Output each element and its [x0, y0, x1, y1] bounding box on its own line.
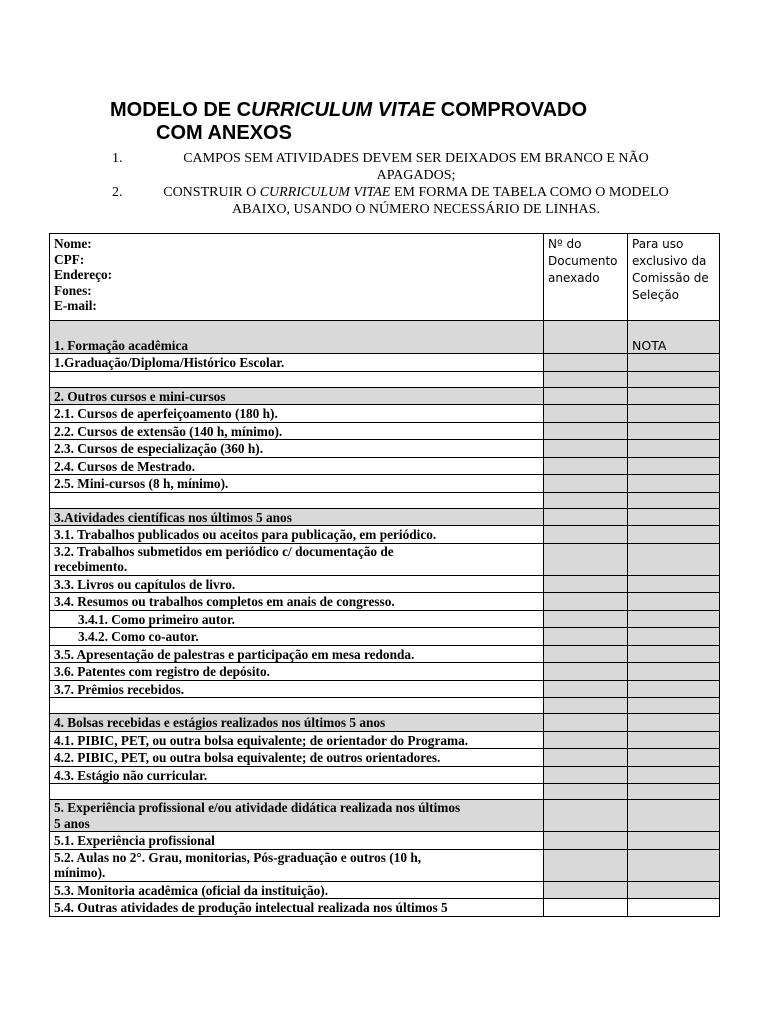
document-title	[110, 99, 670, 145]
table-row	[50, 526, 720, 544]
table-row	[50, 881, 720, 899]
row-label: 2.5. Mini-cursos (8 h, mínimo).	[50, 475, 544, 493]
table-row	[50, 663, 720, 681]
doc-cell[interactable]	[544, 371, 628, 387]
blank-row	[50, 492, 720, 508]
row-label: 3.7. Prêmios recebidos.	[50, 680, 544, 698]
row-label: 4.2. PIBIC, PET, ou outra bolsa equivalente; de outros orientadores.	[50, 749, 544, 767]
instruction-text: CAMPOS SEM ATIVIDADES DEVEM SER DEIXADOS EM BRANCO E NÃO APAGADOS;	[183, 151, 649, 183]
doc-cell[interactable]	[544, 731, 628, 749]
instruction-italic-text: CURRICULUM VITAE	[259, 185, 391, 200]
section-title: 2. Outros cursos e mini-cursos	[50, 387, 544, 405]
doc-cell[interactable]	[544, 593, 628, 611]
row-label-line: 3.2. Trabalhos submetidos em periódico c/ documentação de	[54, 543, 394, 559]
doc-cell[interactable]	[544, 680, 628, 698]
instructions-list	[106, 150, 686, 218]
section-row	[50, 508, 720, 526]
blank-row	[50, 698, 720, 714]
doc-cell[interactable]	[544, 663, 628, 681]
section-title	[50, 800, 544, 832]
committee-use-header: Para uso exclusivo da Comissão de Seleção	[628, 234, 720, 321]
doc-cell[interactable]	[544, 832, 628, 850]
doc-cell[interactable]	[544, 610, 628, 628]
table-row	[50, 731, 720, 749]
section-row	[50, 714, 720, 732]
row-label: 1.Graduação/Diploma/Histórico Escolar.	[50, 354, 544, 372]
instruction-text: CONSTRUIR O	[163, 185, 260, 200]
doc-cell[interactable]	[544, 387, 628, 405]
score-cell[interactable]	[628, 749, 720, 767]
score-cell[interactable]	[628, 575, 720, 593]
title-line-1	[110, 99, 670, 122]
row-label: 3.4.1. Como primeiro autor.	[50, 610, 544, 628]
instruction-item	[106, 184, 686, 218]
score-cell[interactable]	[628, 593, 720, 611]
doc-cell[interactable]	[544, 543, 628, 575]
score-cell[interactable]	[628, 405, 720, 423]
table-row	[50, 645, 720, 663]
cv-table	[49, 233, 720, 917]
doc-cell[interactable]	[544, 492, 628, 508]
table-row	[50, 543, 720, 575]
row-label: 3.6. Patentes com registro de depósito.	[50, 663, 544, 681]
row-label: 3.1. Trabalhos publicados ou aceitos para publicação, em periódico.	[50, 526, 544, 544]
score-cell[interactable]	[628, 680, 720, 698]
row-label-line: recebimento.	[54, 559, 128, 574]
section-title-line: 5. Experiência profissional e/ou atividade didática realizada nos últimos	[54, 800, 461, 815]
blank-cell[interactable]	[50, 784, 544, 800]
doc-cell[interactable]	[544, 475, 628, 493]
score-cell[interactable]	[628, 849, 720, 881]
score-cell[interactable]	[628, 354, 720, 372]
doc-cell[interactable]	[544, 526, 628, 544]
score-cell[interactable]	[628, 663, 720, 681]
personal-fields-cell[interactable]	[50, 234, 544, 321]
blank-row	[50, 371, 720, 387]
row-label: 3.3. Livros ou capítulos de livro.	[50, 575, 544, 593]
doc-cell[interactable]	[544, 881, 628, 899]
row-label: 2.3. Cursos de especialização (360 h).	[50, 440, 544, 458]
doc-cell[interactable]	[544, 628, 628, 646]
score-cell[interactable]	[628, 832, 720, 850]
score-cell[interactable]	[628, 731, 720, 749]
blank-cell[interactable]	[50, 492, 544, 508]
score-cell[interactable]	[628, 422, 720, 440]
row-label: 2.2. Cursos de extensão (140 h, mínimo).	[50, 422, 544, 440]
row-label	[50, 543, 544, 575]
doc-cell[interactable]	[544, 354, 628, 372]
score-cell[interactable]	[628, 628, 720, 646]
blank-row	[50, 784, 720, 800]
section-title: 4. Bolsas recebidas e estágios realizados nos últimos 5 anos	[50, 714, 544, 732]
row-label: 4.3. Estágio não curricular.	[50, 766, 544, 784]
field-name-label: Nome:	[54, 236, 92, 251]
instruction-number: 2.	[112, 185, 123, 200]
score-cell[interactable]	[628, 698, 720, 714]
title-text: MODELO DE C	[110, 99, 252, 121]
table-row	[50, 610, 720, 628]
row-label: 3.4.2. Como co-autor.	[50, 628, 544, 646]
table-row	[50, 749, 720, 767]
instruction-item	[106, 150, 686, 184]
table-row	[50, 575, 720, 593]
row-label-line: 5.2. Aulas no 2°. Grau, monitorias, Pós-graduação e outros (10 h,	[54, 849, 422, 865]
doc-cell[interactable]	[544, 440, 628, 458]
table-row	[50, 832, 720, 850]
doc-cell[interactable]	[544, 698, 628, 714]
table-row	[50, 457, 720, 475]
score-cell[interactable]	[628, 610, 720, 628]
score-cell[interactable]	[628, 457, 720, 475]
doc-cell[interactable]	[544, 457, 628, 475]
doc-cell[interactable]	[544, 321, 628, 354]
title-line-2: COM ANEXOS	[156, 122, 292, 144]
doc-cell[interactable]	[544, 422, 628, 440]
row-label: 5.3. Monitoria acadêmica (oficial da instituição).	[50, 881, 544, 899]
table-row	[50, 766, 720, 784]
field-phones-label: Fones:	[54, 282, 92, 298]
score-cell[interactable]	[628, 475, 720, 493]
score-cell[interactable]	[628, 784, 720, 800]
table-row	[50, 628, 720, 646]
row-label	[50, 849, 544, 881]
score-cell[interactable]	[628, 881, 720, 899]
field-cpf-label: CPF:	[54, 251, 85, 267]
title-italic-text: URRICULUM VITAE	[251, 99, 436, 121]
doc-cell[interactable]	[544, 766, 628, 784]
field-address-label: Endereço:	[54, 267, 113, 282]
doc-cell[interactable]	[544, 749, 628, 767]
doc-cell[interactable]	[544, 899, 628, 917]
instruction-number: 1.	[112, 151, 123, 166]
table-row	[50, 405, 720, 423]
instruction-text-end: EM FORMA DE TABELA COMO O MODELO ABAIXO, USANDO O NÚMERO NECESSÁRIO DE LINHAS.	[232, 185, 669, 217]
table-row	[50, 899, 720, 917]
section-title: 3.Atividades científicas nos últimos 5 anos	[50, 508, 544, 526]
field-email-label: E-mail:	[54, 298, 97, 313]
score-cell[interactable]	[628, 766, 720, 784]
row-label: 5.4. Outras atividades de produção intelectual realizada nos últimos 5	[50, 899, 544, 917]
section-title-line: 5 anos	[54, 815, 90, 831]
table-row	[50, 354, 720, 372]
row-label: 2.4. Cursos de Mestrado.	[50, 457, 544, 475]
score-cell[interactable]	[628, 440, 720, 458]
table-row	[50, 422, 720, 440]
doc-cell[interactable]	[544, 714, 628, 732]
doc-cell[interactable]	[544, 405, 628, 423]
doc-cell[interactable]	[544, 784, 628, 800]
row-label: 5.1. Experiência profissional	[50, 832, 544, 850]
doc-cell[interactable]	[544, 645, 628, 663]
score-cell[interactable]	[628, 492, 720, 508]
doc-cell[interactable]	[544, 575, 628, 593]
row-label: 4.1. PIBIC, PET, ou outra bolsa equivalente; de orientador do Programa.	[50, 731, 544, 749]
table-row	[50, 475, 720, 493]
table-row	[50, 593, 720, 611]
row-label: 3.5. Apresentação de palestras e participação em mesa redonda.	[50, 645, 544, 663]
blank-cell[interactable]	[50, 371, 544, 387]
section-title: 1. Formação acadêmica	[50, 321, 544, 354]
score-cell[interactable]	[628, 645, 720, 663]
title-text-end: COMPROVADO	[435, 99, 588, 121]
row-label: 3.4. Resumos ou trabalhos completos em anais de congresso.	[50, 593, 544, 611]
doc-number-header: Nº do Documento anexado	[544, 234, 628, 321]
score-cell[interactable]	[628, 800, 720, 832]
score-cell[interactable]	[628, 526, 720, 544]
table-row	[50, 849, 720, 881]
doc-cell[interactable]	[544, 849, 628, 881]
table-row	[50, 680, 720, 698]
doc-cell[interactable]	[544, 800, 628, 832]
blank-cell[interactable]	[50, 698, 544, 714]
doc-cell[interactable]	[544, 508, 628, 526]
section-row	[50, 800, 720, 832]
score-cell[interactable]	[628, 387, 720, 405]
score-cell[interactable]	[628, 899, 720, 917]
score-cell[interactable]	[628, 543, 720, 575]
header-row	[50, 234, 720, 321]
score-cell[interactable]	[628, 371, 720, 387]
section-row	[50, 321, 720, 354]
row-label: 2.1. Cursos de aperfeiçoamento (180 h).	[50, 405, 544, 423]
nota-label: NOTA	[628, 321, 720, 354]
score-cell[interactable]	[628, 714, 720, 732]
row-label-line: mínimo).	[54, 865, 106, 880]
section-row	[50, 387, 720, 405]
table-row	[50, 440, 720, 458]
score-cell[interactable]	[628, 508, 720, 526]
